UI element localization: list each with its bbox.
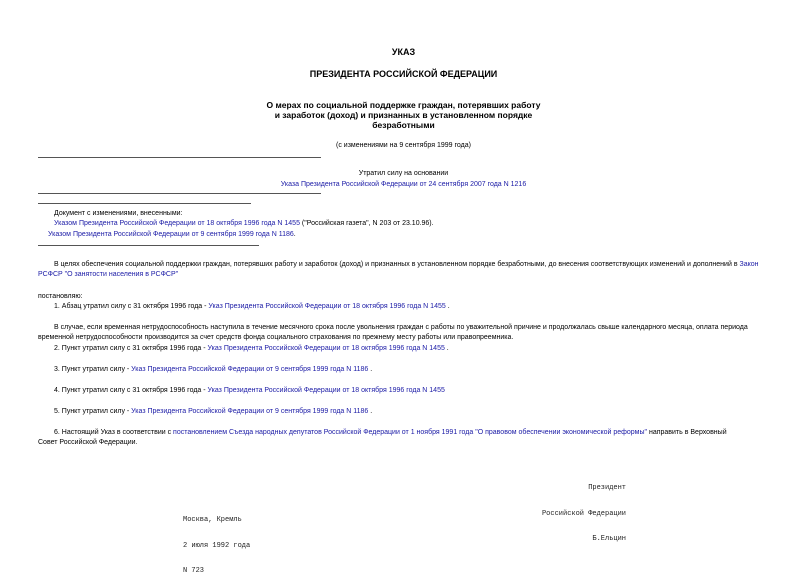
preamble-law-link[interactable]: Закон РСФСР "О занятости населения в РСФСР" xyxy=(38,261,759,278)
preamble xyxy=(38,260,768,279)
decree-word: постановляю: xyxy=(38,293,83,300)
signature-block xyxy=(540,467,626,552)
heading-line-2: и заработок (доход) и признанных в установленном порядке xyxy=(274,110,533,120)
item-6-line-2: Совет Российской Федерации. xyxy=(38,439,138,446)
item-4-link[interactable]: Указ Президента Российской Федерации от 18 октября 1996 года N 1455 xyxy=(207,387,445,394)
date: 2 июля 1992 года xyxy=(183,541,251,550)
document-type: УКАЗ xyxy=(391,47,416,57)
item-2 xyxy=(54,344,449,353)
amendment-line-2 xyxy=(48,230,296,239)
decree-number: N 723 xyxy=(183,567,205,575)
amendments-intro: Документ с изменениями, внесенными: xyxy=(54,210,183,217)
item-6-text: 6. Настоящий Указ в соответствии с xyxy=(54,429,174,436)
divider xyxy=(38,157,321,158)
item-3-text: 3. Пункт утратил силу - xyxy=(54,366,132,373)
item-2-tail: . xyxy=(444,345,449,352)
amendment-link-1[interactable]: Указом Президента Российской Федерации от 18 октября 1996 года N 1455 xyxy=(54,220,300,227)
item-6-link[interactable]: постановлением Съезда народных депутатов Российской Федерации от 1 ноября 1991 года "О правовом обеспечении экономической реформы" xyxy=(173,429,648,436)
item-5-link[interactable]: Указ Президента Российской Федерации от 9 сентября 1999 года N 1186 xyxy=(131,408,369,415)
document-heading xyxy=(0,100,807,130)
signature-country: Российской Федерации xyxy=(541,509,626,518)
item-4-text: 4. Пункт утратил силу с 31 октября 1996 года - xyxy=(54,387,208,394)
signature-name: Б.Ельцин xyxy=(592,535,626,543)
signature-title: Президент xyxy=(588,484,626,492)
item-3-tail: . xyxy=(368,366,373,373)
item-3 xyxy=(54,365,372,374)
preamble-text: В целях обеспечения социальной поддержки граждан, потерявших работу и заработок (доход) и признанных в установленном порядке безработными, до внесения соответствующих изменений и дополнений в xyxy=(54,261,738,268)
item-1-tail: . xyxy=(445,303,450,310)
amendment-tail-1: ("Российская газета", N 203 от 23.10.96). xyxy=(299,220,434,227)
item-6-tail: направить в Верховный xyxy=(647,429,727,436)
item-6 xyxy=(54,428,727,437)
item-4 xyxy=(54,386,445,395)
divider xyxy=(38,193,321,194)
item-3-link[interactable]: Указ Президента Российской Федерации от 9 сентября 1999 года N 1186 xyxy=(131,366,369,373)
item-1-text: 1. Абзац утратил силу с 31 октября 1996 года - xyxy=(54,303,209,310)
amendment-tail-2: . xyxy=(293,231,296,238)
item-2-link[interactable]: Указ Президента Российской Федерации от 18 октября 1996 года N 1455 xyxy=(207,345,445,352)
item-5 xyxy=(54,407,372,416)
item-1b-line-1: В случае, если временная нетрудоспособность наступила в течение месячного срока после увольнения граждан с работы по уважительной причине и продолжалась свыше календарного месяца, оплата периода xyxy=(54,324,748,331)
place: Москва, Кремль xyxy=(183,516,242,524)
place-date-block xyxy=(183,499,250,584)
amended-note: (с изменениями на 9 сентября 1999 года) xyxy=(336,142,471,149)
repeal-link[interactable]: Указа Президента Российской Федерации от 24 сентября 2007 года N 1216 xyxy=(280,181,527,188)
item-2-text: 2. Пункт утратил силу с 31 октября 1996 года - xyxy=(54,345,208,352)
divider xyxy=(38,203,251,204)
heading-line-1: О мерах по социальной поддержке граждан, потерявших работу xyxy=(266,100,541,110)
divider xyxy=(38,245,259,246)
item-1-link[interactable]: Указ Президента Российской Федерации от 18 октября 1996 года N 1455 xyxy=(208,303,446,310)
amendment-line-1 xyxy=(54,219,434,228)
repeal-text: Утратил силу на основании xyxy=(358,170,449,177)
issuer: ПРЕЗИДЕНТА РОССИЙСКОЙ ФЕДЕРАЦИИ xyxy=(309,69,498,79)
item-5-tail: . xyxy=(368,408,373,415)
item-1 xyxy=(54,302,450,311)
amendment-link-2[interactable]: Указом Президента Российской Федерации от 9 сентября 1999 года N 1186 xyxy=(48,231,294,238)
heading-line-3: безработными xyxy=(372,120,435,130)
item-1b-line-2: временной нетрудоспособности производится за счет средств фонда социального страхования по прежнему месту работы или правопреемника. xyxy=(38,334,514,341)
item-5-text: 5. Пункт утратил силу - xyxy=(54,408,132,415)
